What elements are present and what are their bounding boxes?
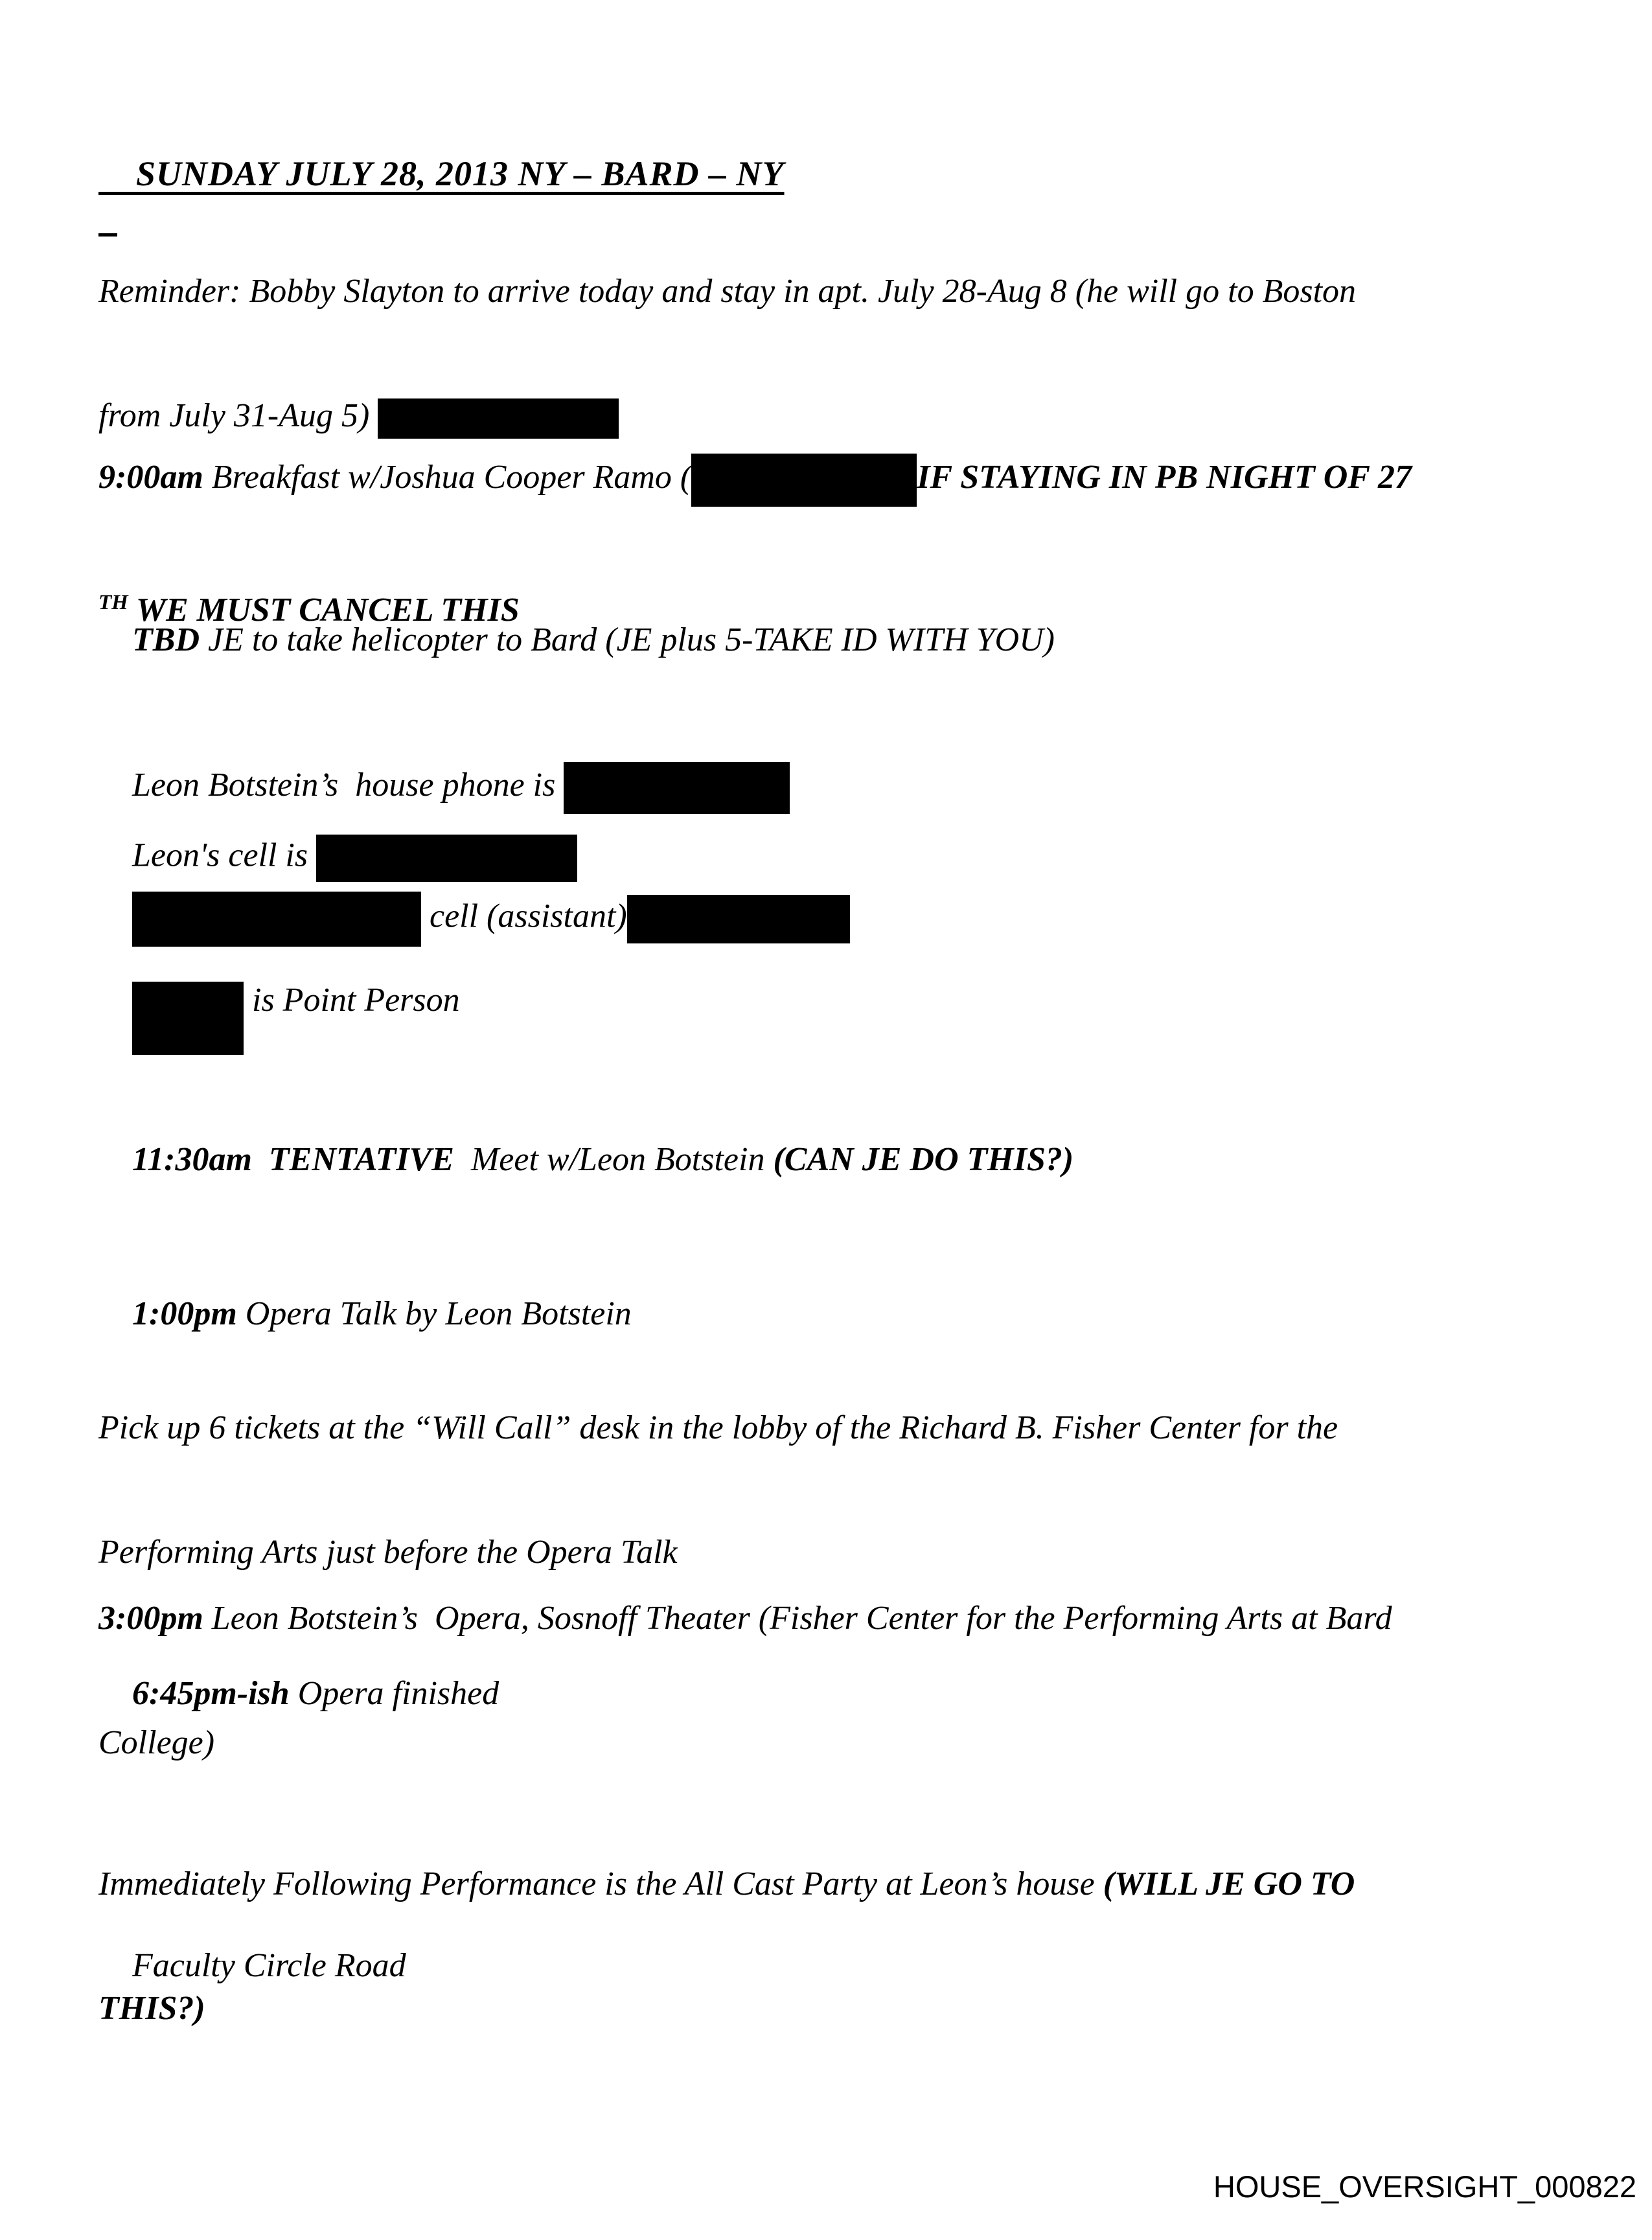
item-1130am-meet: 11:30am TENTATIVE Meet w/Leon Botstein (CAN JE DO THIS?) [132,1141,1074,1178]
item-645pm-finished: 6:45pm-ish Opera finished [132,1675,499,1712]
item-1pm-opera-talk: 1:00pm Opera Talk by Leon Botstein [132,1295,632,1332]
time-label: 11:30am TENTATIVE [132,1141,454,1178]
footer-bates-number: HOUSE_OVERSIGHT_000822 [1213,2169,1636,2204]
reminder-line-1: Reminder: Bobby Slayton to arrive today and stay in apt. July 28-Aug 8 (he will go to Boston [98,273,1357,310]
page-title-text: SUNDAY JULY 28, 2013 NY – BARD – NY [136,154,785,193]
line-faculty-circle-road: Faculty Circle Road [132,1947,406,1984]
redaction-box [564,762,790,814]
tickets-line-2: Performing Arts just before the Opera Talk [98,1534,678,1571]
reminder-line-2: from July 31-Aug 5) [98,395,1356,439]
party-line-1: Immediately Following Performance is the All Cast Party at Leon’s house (WILL JE GO TO [98,1865,1355,1902]
redaction-box [627,895,850,943]
time-label: TBD [132,621,200,658]
item-tbd-helicopter: TBD JE to take helicopter to Bard (JE plus 5-TAKE ID WITH YOU) [132,621,1055,658]
breakfast-line-1: 9:00am Breakfast w/Joshua Cooper Ramo ( IF STAYING IN PB NIGHT OF 27 [98,454,1412,507]
time-label: 1:00pm [132,1295,237,1332]
line-house-phone: Leon Botstein’s house phone is [98,721,790,855]
time-label: 9:00am [98,458,203,496]
redaction-box [132,982,244,1055]
line-assistant-cell: cell (assistant) [98,850,850,988]
tickets-line-1: Pick up 6 tickets at the “Will Call” desk in the lobby of the Richard B. Fisher Center for the [98,1409,1338,1446]
time-label: 6:45pm-ish [132,1675,290,1712]
line-leon-cell: Leon's cell is [98,793,577,923]
meet-question: (CAN JE DO THIS?) [773,1141,1074,1178]
redaction-box [691,454,917,507]
breakfast-warning: IF STAYING IN PB NIGHT OF 27 [917,458,1412,496]
opera-line-1: 3:00pm Leon Botstein’s Opera, Sosnoff Theater (Fisher Center for the Performing Arts at Bard [98,1600,1392,1637]
party-question-cont: THIS?) [98,1990,205,2027]
breakfast-warning-cont: WE MUST CANCEL THIS [128,592,520,629]
line-point-person: is Point Person [98,938,460,1096]
opera-line-2: College) [98,1724,215,1761]
time-label: 3:00pm [98,1600,203,1637]
party-question: (WILL JE GO TO [1103,1865,1355,1902]
ordinal-suffix: TH [98,591,128,614]
